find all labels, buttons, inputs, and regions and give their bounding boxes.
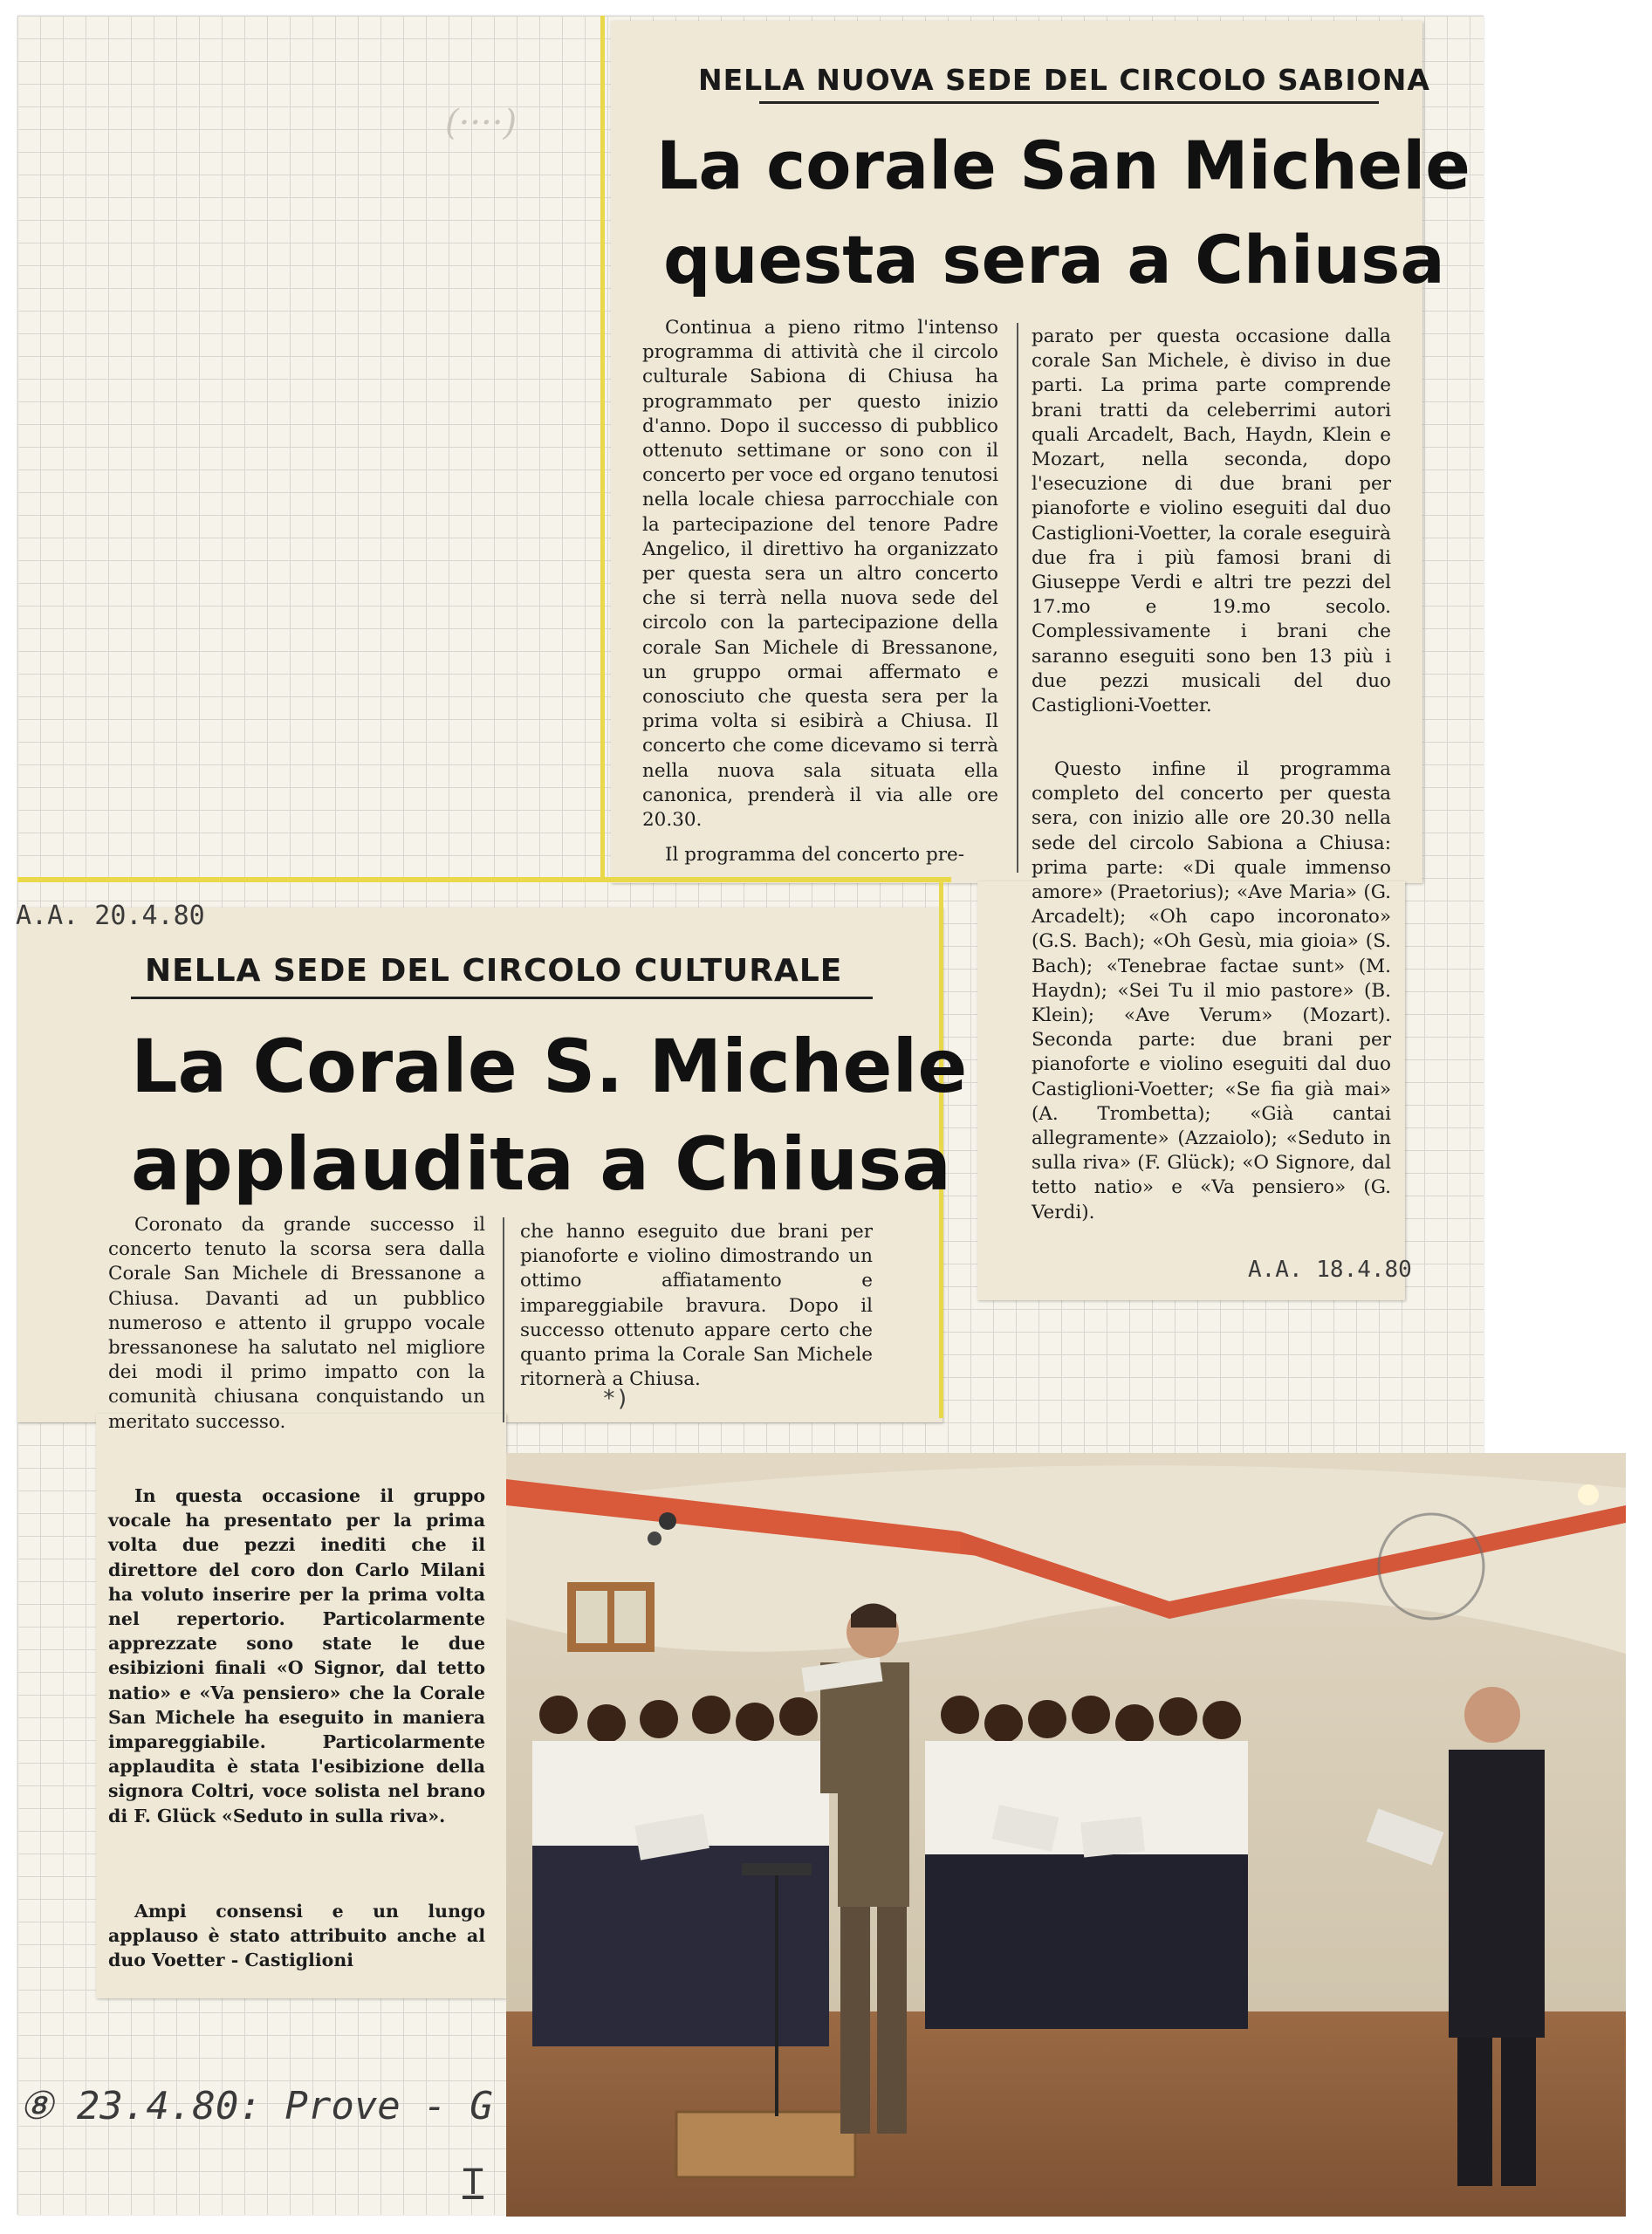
music-stand-top — [742, 1863, 812, 1875]
bottom-handwritten-note-2: T — [463, 2162, 484, 2203]
article-1-column-2-programme: Questo infine il programma completo del concerto per questa sera, con inizio alle ore 20.30 nella sede del circolo Sabiona a Chiusa: prima parte: «Di quale immenso amore» (Praetorius); «Ave Maria» (G. Arcadelt); «Oh capo incoronato» (G.S. Bach); «Oh Gesù, mia gioia» (S. Bach); «Tenebrae factae sunt» (M. Haydn); «Sei Tu il mio pastore» (B. Klein); «Ave Verum» (Mozart). Seconda parte: due brani per pianoforte e violino eseguiti dal duo Castiglioni-Voetter; «Se fia già mai» (A. Trombetta); «Già cantai allegramente» (Azzaiolo); «Seduto in sulla riva» (F. Glück); «O Signore, dal tetto natio» e «Va pensiero» (G. Verdi). — [1032, 758, 1391, 1223]
choir-photo — [506, 1453, 1626, 2217]
choir-photo-drawing — [506, 1453, 1626, 2217]
kicker-rule — [131, 997, 873, 999]
window-pane — [614, 1591, 646, 1643]
column-divider — [503, 1217, 504, 1422]
article-1-headline-line1: La corale San Michele — [656, 127, 1470, 204]
author-star-mark: *) — [602, 1386, 630, 1412]
bottom-handwritten-note: ⑧ 23.4.80: Prove - G — [19, 2084, 493, 2128]
article-2-column-1-p2: In questa occasione il gruppo vocale ha presentato per la prima volta due pezzi inediti che il direttore del coro don Carlo Milani ha voluto inserire per la prima volta nel repertorio. Particolarmente apprezzate sono state le due esibizioni finali «O Signor, dal tetto natio» e «Va pensiero» che la Corale San Michele ha eseguito in maniera impareggiabile. Particolarmente applaudita è stata l'esibizione della signora Coltri, voce solista nel brano di F. Glück «Seduto in sulla riva». — [108, 1485, 485, 1826]
article-1-column-2: parato per questa occasione dalla corale San Michele, è diviso in due parti. La prima parte comprende brani tratti da celeberrimi autori quali Arcadelt, Bach, Haydn, Klein e Mozart, nella seconda, dopo l'esecuzione di due brani per pianoforte e violino eseguiti dal duo Castiglioni-Voetter, la corale eseguirà due fra i più famosi brani di Giuseppe Verdi e altri tre pezzi del 17.mo e 19.mo secolo. Complessivamente i brani che saranno eseguiti sono ben 13 più i due pezzi musicali del duo Castiglioni-Voetter. — [1032, 326, 1391, 717]
kicker-rule — [759, 101, 1379, 104]
article-2-column-2: che hanno eseguito due brani per pianoforte e violino dimostrando un ottimo affiatamento e impareggiabile bravura. Dopo il successo ottenuto appare certo che quanto prima la Corale San Michele ritornerà a Chiusa. — [520, 1221, 873, 1391]
lamp-icon — [1578, 1484, 1599, 1505]
article-2-kicker: NELLA SEDE DEL CIRCOLO CULTURALE — [145, 953, 843, 989]
article-1-kicker: NELLA NUOVA SEDE DEL CIRCOLO SABIONA — [698, 63, 1430, 97]
article-2-headline-line1: La Corale S. Michele — [131, 1024, 968, 1109]
article-1-column-1-end: Il programma del concerto pre- — [665, 844, 964, 866]
column-divider — [1017, 323, 1018, 873]
article-2-column-1: Coronato da grande successo il concerto tenuto la scorsa sera dalla Corale San Michele di Bressanone a Chiusa. Davanti ad un pubblico numeroso e attento il gruppo vocale bressanonese ha salutato nel migliore dei modi il primo impatto con la comunità chiusana conquistando un meritato successo. — [108, 1214, 485, 1433]
spotlight-icon — [659, 1512, 676, 1530]
wooden-crate — [676, 2112, 855, 2177]
pencil-mark: (····) — [445, 103, 518, 143]
article-1-column-1: Continua a pieno ritmo l'intenso programma di attività che il circolo culturale Sabiona di Chiusa ha programmato per questo inizio d'anno. Dopo il successo di pubblico ottenuto settimane or sono con il concerto per voce ed organo tenutosi nella locale chiesa parrocchiale con la partecipazione del tenore Padre Angelico, il direttivo ha organizzato per questa sera un altro concerto che si terrà nella nuova sede del circolo con la partecipazione della corale San Michele di Bressanone, un gruppo ormai affermato e conosciuto che questa sera per la prima volta si esibirà a Chiusa. Il concerto che come dicevamo si terrà nella nuova sala situata ella canonica, prenderà il via alle ore 20.30. — [642, 317, 998, 832]
article-2-date-note: A.A. 20.4.80 — [16, 901, 205, 931]
highlighter-mark — [17, 877, 951, 882]
article-2-column-1-p3: Ampi consensi e un lungo applauso è stato attribuito anche al duo Voetter - Castiglioni — [108, 1901, 485, 1971]
spotlight-icon — [648, 1532, 661, 1545]
article-1-headline-line2: questa sera a Chiusa — [663, 221, 1445, 298]
article-1-date-note: A.A. 18.4.80 — [1248, 1257, 1412, 1283]
article-2-headline-line2: applaudita a Chiusa — [131, 1121, 951, 1207]
highlighter-mark — [600, 16, 605, 880]
window-pane — [576, 1591, 607, 1643]
